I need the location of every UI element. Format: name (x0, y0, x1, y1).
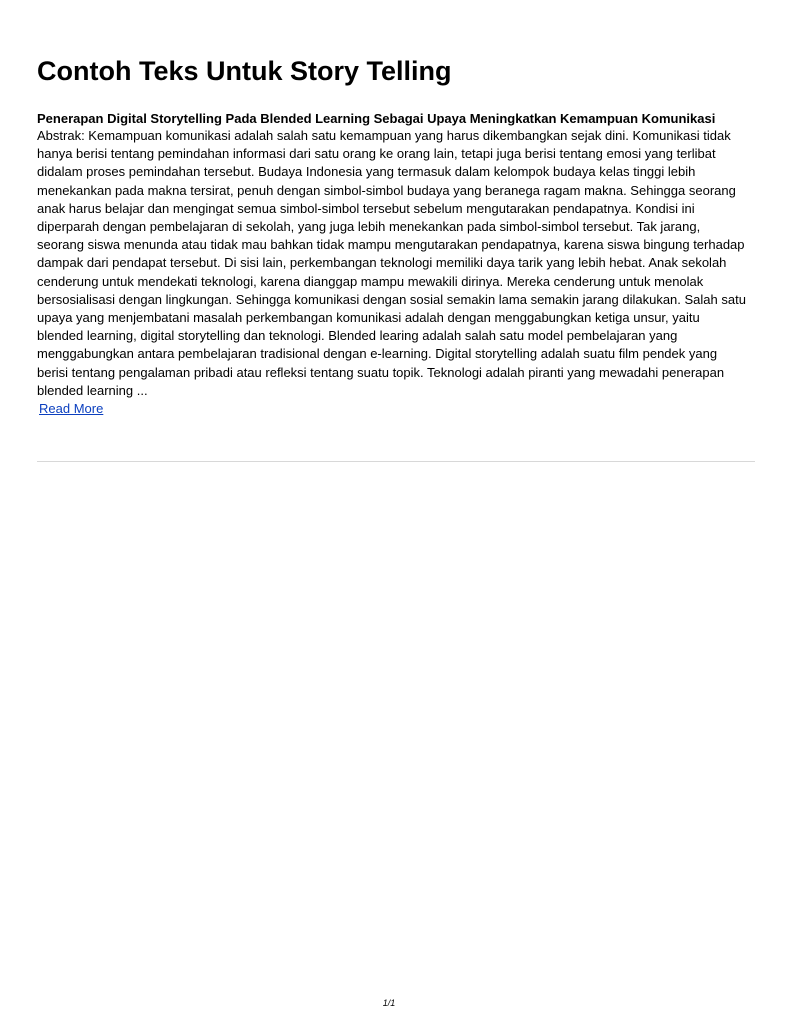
article-abstract: Abstrak: Kemampuan komunikasi adalah salah satu kemampuan yang harus dikembangkan sejak dini. Komunikasi tidak hanya berisi tentang pemindahan informasi dari satu orang ke orang lain, tetapi juga berisi tentang emosi yang terlibat didalam proses pemindahan tersebut. Budaya Indonesia yang termasuk dalam kelompok budaya kelas tinggi lebih menekankan pada makna tersirat, penuh dengan simbol-simbol budaya yang beranega ragam makna. Sehingga seorang anak harus belajar dan mengingat semua simbol-simbol tersebut sebelum mengutarakan pendapatnya. Kondisi ini diperparah dengan pembelajaran di sekolah, yang juga lebih menekankan pada simbol-simbol tersebut. Tak jarang, seorang siswa menunda atau tidak mau bahkan tidak mampu mengutarakan pendapatnya, karena siswa bingung terhadap dampak dari pendapat tersebut. Di sisi lain, perkembangan teknologi memiliki daya tarik yang lebih hebat. Anak sekolah cenderung untuk mendekati teknologi, karena dianggap mampu mewakili dirinya. Mereka cenderung untuk menolak bersosialisasi dengan lingkungan. Sehingga komunikasi dengan sosial semakin lama semakin jarang dilakukan. Salah satu upaya yang menjembatani masalah perkembangan komunikasi adalah dengan menggabungkan ketiga unsur, yaitu blended learning, digital storytelling dan teknologi. Blended learing adalah salah satu model pembelajaran yang menggabungkan antara pembelajaran tradisional dengan e-learning. Digital storytelling adalah suatu film pendek yang berisi tentang pengalaman pribadi atau refleksi tentang suatu topik. Teknologi adalah piranti yang mewadahi penerapan blended learning ... (37, 128, 746, 398)
article-entry (37, 110, 755, 418)
page-number: 1/1 (382, 998, 396, 1008)
page-title: Contoh Teks Untuk Story Telling (37, 56, 452, 86)
article-title: Penerapan Digital Storytelling Pada Blended Learning Sebagai Upaya Meningkatkan Kemampuan Komunikasi (37, 111, 716, 126)
read-more-link[interactable]: Read More (39, 401, 104, 417)
divider (37, 461, 755, 462)
